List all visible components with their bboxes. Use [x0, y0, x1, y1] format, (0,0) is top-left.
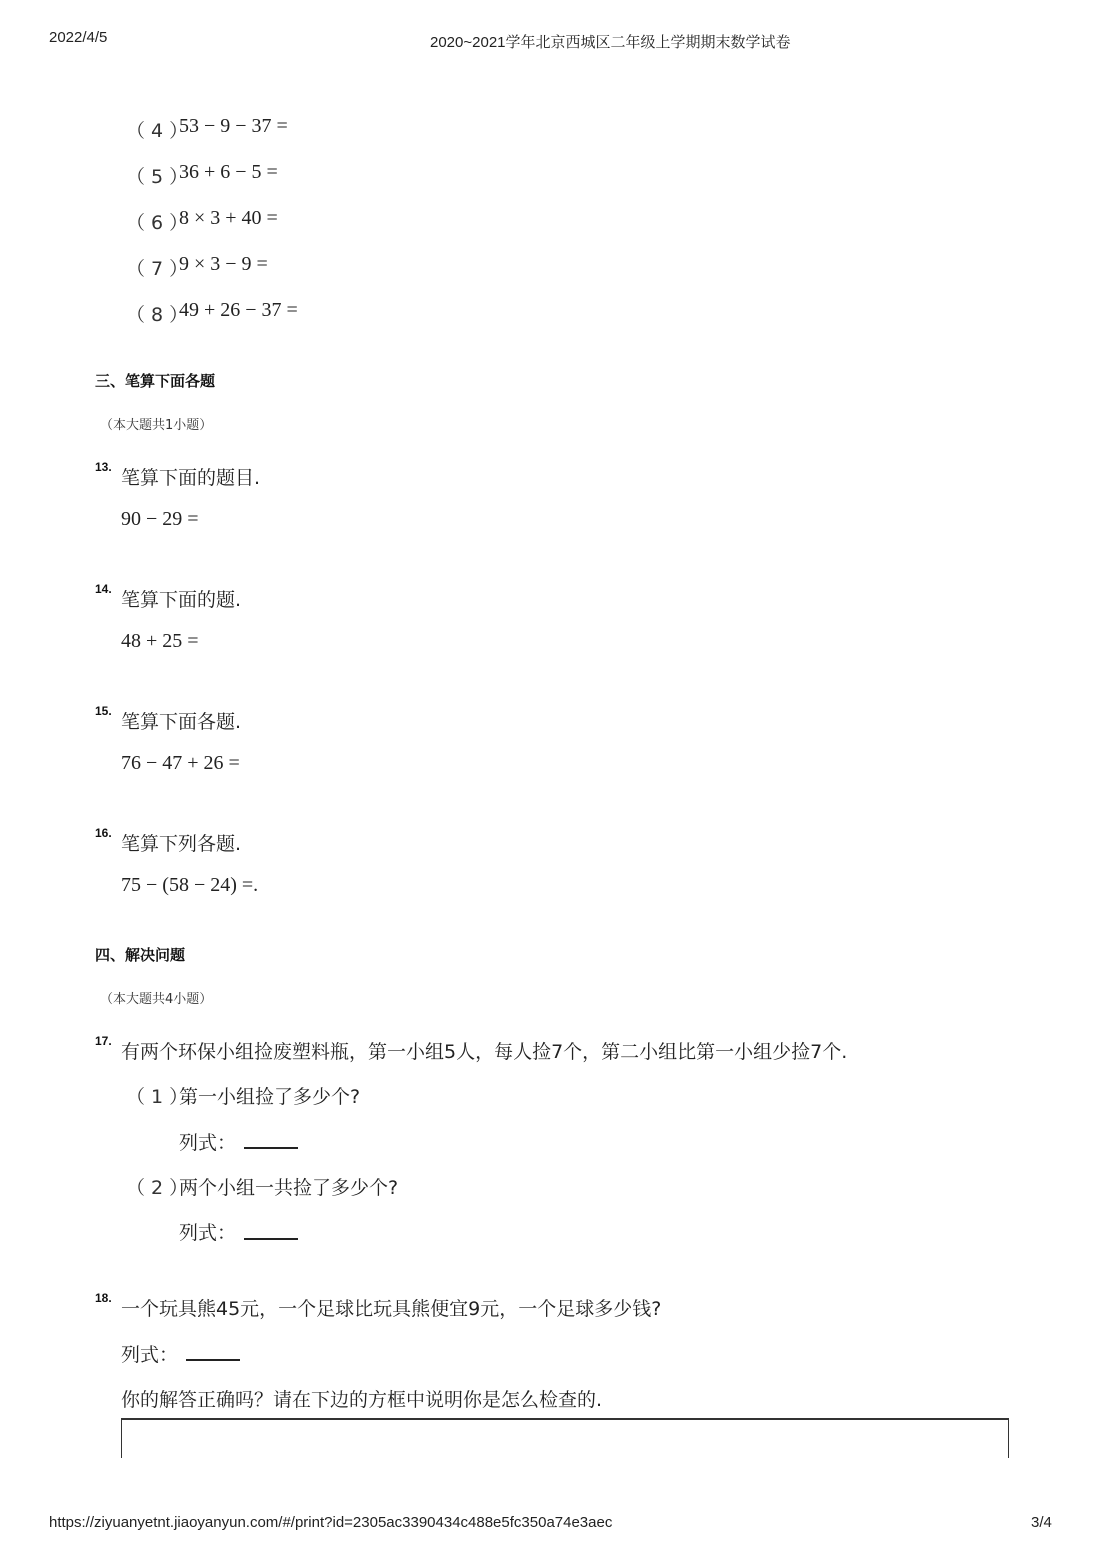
- print-page-number: 3/4: [1031, 1514, 1052, 1531]
- question-17-part-1-text: 第一小组捡了多少个?: [179, 1086, 361, 1108]
- question-15-text: 笔算下面各题.: [121, 711, 242, 733]
- question-17-part-1-answer-blank[interactable]: [244, 1147, 298, 1149]
- oral-item-label-6: （ 6 ）: [126, 212, 189, 234]
- print-document-title: 2020~2021学年北京西城区二年级上学期期末数学试卷: [430, 34, 791, 51]
- question-18-number: 18.: [95, 1291, 112, 1305]
- oral-item-expr-7: 9 × 3 − 9 =: [179, 253, 268, 275]
- print-url: https://ziyuanyetnt.jiaoyanyun.com/#/print?id=2305ac3390434c488e5fc350a74e3aec: [49, 1514, 613, 1531]
- section-3-title: 三、笔算下面各题: [95, 372, 216, 390]
- section-4-title: 四、解决问题: [95, 946, 186, 964]
- question-18-check-prompt: 你的解答正确吗？请在下边的方框中说明你是怎么检查的.: [121, 1389, 603, 1411]
- section-4-note: （本大题共4小题）: [100, 992, 213, 1007]
- question-17-part-2-label: （ 2 ）: [126, 1177, 189, 1199]
- question-14-text: 笔算下面的题.: [121, 589, 242, 611]
- question-18-explanation-box[interactable]: [121, 1418, 1009, 1458]
- question-14-number: 14.: [95, 582, 112, 596]
- oral-item-label-5: （ 5 ）: [126, 166, 189, 188]
- section-3-note: （本大题共1小题）: [100, 418, 213, 433]
- question-14-expr: 48 + 25 =: [121, 630, 199, 652]
- question-13-number: 13.: [95, 460, 112, 474]
- question-17-part-2-text: 两个小组一共捡了多少个?: [179, 1177, 399, 1199]
- question-18-formula-label: 列式：: [121, 1344, 179, 1366]
- question-17-text: 有两个环保小组捡废塑料瓶，第一小组5人，每人捡7个，第二小组比第一小组少捡7个.: [121, 1041, 848, 1063]
- oral-item-label-7: （ 7 ）: [126, 258, 189, 280]
- question-13-expr: 90 − 29 =: [121, 508, 199, 530]
- question-15-number: 15.: [95, 704, 112, 718]
- question-18-text: 一个玩具熊45元，一个足球比玩具熊便宜9元，一个足球多少钱?: [121, 1298, 662, 1320]
- question-17-part-1-formula-label: 列式：: [179, 1132, 237, 1154]
- question-17-part-2-answer-blank[interactable]: [244, 1238, 298, 1240]
- oral-item-expr-4: 53 − 9 − 37 =: [179, 115, 288, 137]
- question-13-text: 笔算下面的题目.: [121, 467, 261, 489]
- question-17-part-2-formula-label: 列式：: [179, 1222, 237, 1244]
- oral-item-expr-5: 36 + 6 − 5 =: [179, 161, 278, 183]
- question-18-answer-blank[interactable]: [186, 1359, 240, 1361]
- oral-item-label-4: （ 4 ）: [126, 120, 189, 142]
- print-date: 2022/4/5: [49, 29, 108, 46]
- question-16-expr: 75 − (58 − 24) =.: [121, 874, 259, 896]
- question-17-number: 17.: [95, 1034, 112, 1048]
- question-17-part-1-label: （ 1 ）: [126, 1086, 189, 1108]
- question-15-expr: 76 − 47 + 26 =: [121, 752, 240, 774]
- oral-item-label-8: （ 8 ）: [126, 304, 189, 326]
- question-16-text: 笔算下列各题.: [121, 833, 242, 855]
- oral-item-expr-6: 8 × 3 + 40 =: [179, 207, 278, 229]
- oral-item-expr-8: 49 + 26 − 37 =: [179, 299, 298, 321]
- question-16-number: 16.: [95, 826, 112, 840]
